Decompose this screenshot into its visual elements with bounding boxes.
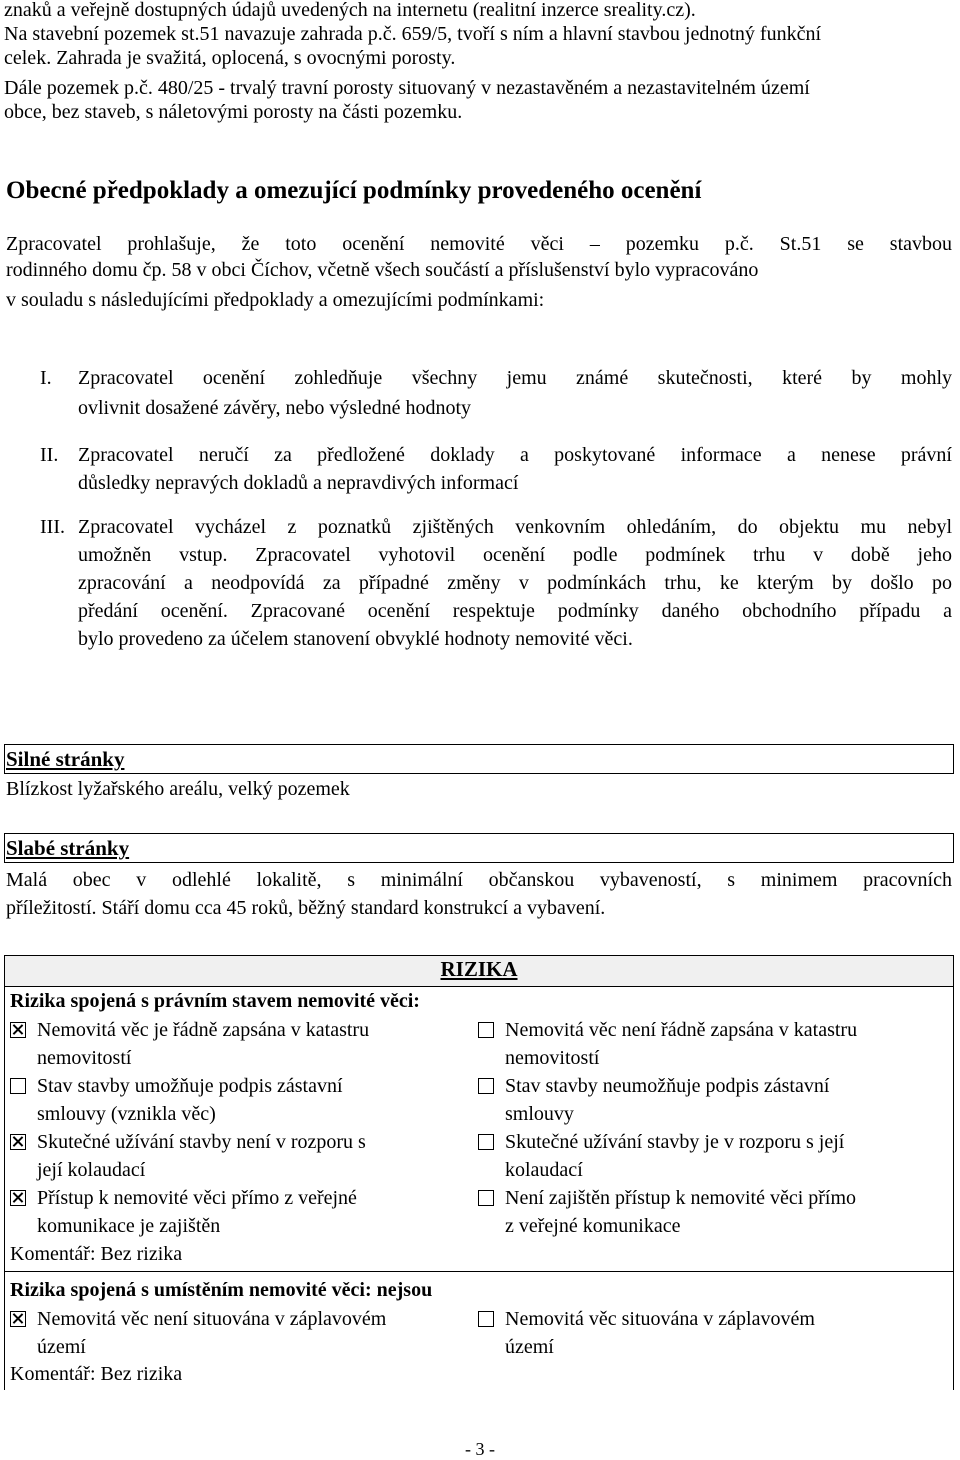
item-text	[78, 443, 952, 467]
weaknesses-title: Slabé stránky	[6, 836, 130, 860]
legal-option-left: Skutečné užívání stavby není v rozporu s její kolaudací	[37, 1131, 366, 1181]
strengths-title: Silné stránky	[6, 747, 125, 771]
item-text	[78, 366, 952, 390]
risks-title: RIZIKA	[440, 957, 518, 981]
legal-risks-comment: Komentář: Bez rizika	[10, 1243, 183, 1265]
intro-line: znaků a veřejně dostupných údajů uvedených na internetu (realitní inzerce sreality.cz).	[4, 0, 696, 21]
legal-option-left: Nemovitá věc je řádně zapsána v katastru nemovitostí	[37, 1019, 370, 1069]
item-line: umožněn vstup. Zpracovatel vyhotovil ocenění podle podmínek trhu v době jeho	[78, 544, 952, 566]
weaknesses-title-box	[4, 833, 954, 863]
checkbox-unchecked[interactable]	[10, 1078, 26, 1094]
weaknesses-text	[6, 868, 952, 892]
item-line: předání ocenění. Zpracované ocenění respektuje podmínky daného obchodního případu a	[78, 600, 952, 622]
checkbox-checked[interactable]	[10, 1022, 26, 1038]
intro-line: Na stavební pozemek st.51 navazuje zahrada p.č. 659/5, tvoří s ním a hlavní stavbou jednotný funkční	[4, 23, 822, 45]
assumptions-intro	[6, 232, 952, 256]
checkbox-unchecked[interactable]	[478, 1134, 494, 1150]
location-option-right: Nemovitá věc situována v záplavovém území	[505, 1308, 815, 1358]
legal-option-right: Stav stavby neumožňuje podpis zástavní smlouvy	[505, 1075, 830, 1125]
weaknesses-line: Malá obec v odlehlé lokalitě, s minimální občanskou vybaveností, s minimem pracovních	[6, 869, 952, 891]
item-line: Zpracovatel ocenění zohledňuje všechny jemu známé skutečnosti, které by mohly	[78, 367, 952, 389]
assumptions-intro-line: rodinného domu čp. 58 v obci Číchov, včetně všech součástí a příslušenství bylo vypracováno	[6, 259, 759, 281]
assumptions-intro-line: v souladu s následujícími předpoklady a omezujícími podmínkami:	[6, 289, 545, 311]
legal-option-right: Není zajištěn přístup k nemovité věci přímo z veřejné komunikace	[505, 1187, 857, 1237]
assumptions-heading: Obecné předpoklady a omezující podmínky provedeného ocenění	[6, 177, 702, 204]
item-line: ovlivnit dosažené závěry, nebo výsledné hodnoty	[78, 397, 472, 419]
location-risks-comment: Komentář: Bez rizika	[10, 1363, 183, 1385]
legal-option-right: Skutečné užívání stavby je v rozporu s její kolaudací	[505, 1131, 845, 1181]
weaknesses-line: příležitostí. Stáří domu cca 45 roků, běžný standard konstrukcí a vybavení.	[6, 897, 606, 919]
legal-option-right: Nemovitá věc není řádně zapsána v katastru nemovitostí	[505, 1019, 858, 1069]
intro-line: obce, bez staveb, s náletovými porosty na části pozemku.	[4, 101, 463, 123]
checkbox-unchecked[interactable]	[478, 1078, 494, 1094]
item-line: Zpracovatel vycházel z poznatků zjištěných venkovním ohledáním, do objektu mu nebyl	[78, 516, 952, 538]
risks-section-divider	[4, 1271, 954, 1272]
checkbox-checked[interactable]	[10, 1190, 26, 1206]
location-risks-heading: Rizika spojená s umístěním nemovité věci: nejsou	[10, 1279, 433, 1301]
checkbox-checked[interactable]	[10, 1134, 26, 1150]
legal-option-left: Přístup k nemovité věci přímo z veřejné komunikace je zajištěn	[37, 1187, 357, 1237]
page-number: - 3 -	[465, 1439, 495, 1459]
strengths-title-box	[4, 744, 954, 774]
item-text	[78, 515, 952, 627]
checkbox-unchecked[interactable]	[478, 1190, 494, 1206]
item-line: Zpracovatel neručí za předložené doklady a poskytované informace a nenese právní	[78, 444, 952, 466]
item-numeral: III.	[40, 516, 65, 538]
assumptions-intro-line: Zpracovatel prohlašuje, že toto ocenění nemovité věci – pozemku p.č. St.51 se stavbou	[6, 233, 952, 255]
item-line: důsledky nepravých dokladů a nepravdivých informací	[78, 472, 519, 494]
strengths-text: Blízkost lyžařského areálu, velký pozemek	[6, 778, 350, 800]
checkbox-checked[interactable]	[10, 1311, 26, 1327]
checkbox-unchecked[interactable]	[478, 1311, 494, 1327]
location-option-left: Nemovitá věc není situována v záplavovém území	[37, 1308, 387, 1358]
item-line: zpracování a neodpovídá za případné změny v podmínkách trhu, ke kterým by došlo po	[78, 572, 952, 594]
item-numeral: I.	[40, 367, 52, 389]
legal-option-left: Stav stavby umožňuje podpis zástavní smlouvy (vznikla věc)	[37, 1075, 343, 1125]
legal-risks-heading: Rizika spojená s právním stavem nemovité věci:	[10, 990, 420, 1012]
intro-line: celek. Zahrada je svažitá, oplocená, s ovocnými porosty.	[4, 47, 456, 69]
checkbox-unchecked[interactable]	[478, 1022, 494, 1038]
item-line: bylo provedeno za účelem stanovení obvyklé hodnoty nemovité věci.	[78, 628, 633, 650]
intro-line: Dále pozemek p.č. 480/25 - trvalý travní porosty situovaný v nezastavěném a nezastavitelném území	[4, 77, 810, 99]
item-numeral: II.	[40, 444, 59, 466]
